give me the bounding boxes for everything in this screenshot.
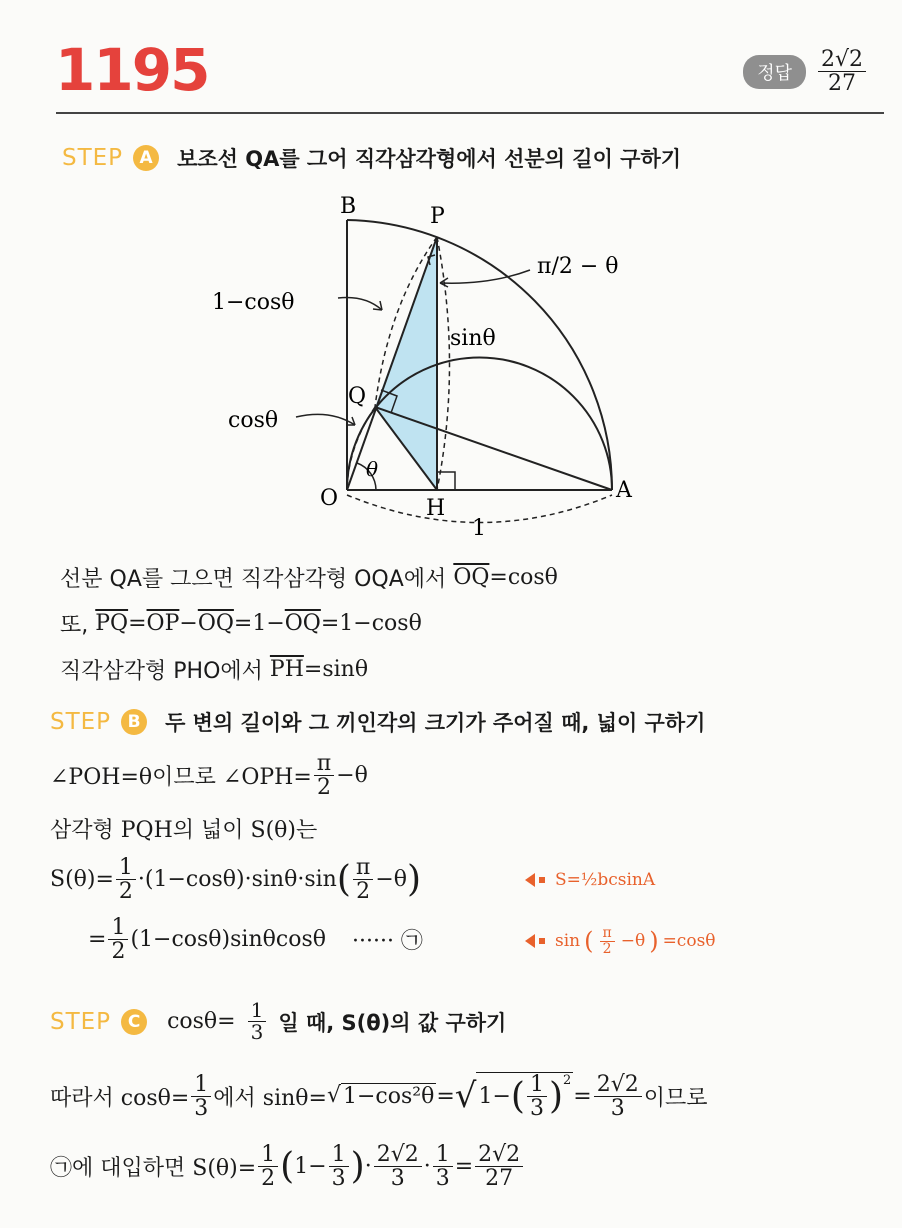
denominator: 3 [610,1095,625,1121]
line-text: ㉠에 대입하면 S(θ)= [50,1156,257,1182]
denominator: 2 [118,879,133,905]
paren-close: ) [548,1075,563,1117]
numerator: π [600,926,615,942]
label-p: P [430,204,445,229]
fraction [116,856,136,903]
line-text: 따라서 cosθ= [50,1085,190,1111]
hint-text: =cosθ [662,931,716,952]
line-text: 선분 QA를 그으면 직각삼각형 OQA에서 [60,567,447,592]
right-angle-h [437,472,455,490]
line-math: = [573,1083,592,1109]
hint-text: sin [555,931,581,952]
fraction [248,1000,267,1043]
paren-open: ( [510,1075,525,1117]
line-math: 1− [478,1084,511,1110]
step-a-title: 보조선 QA를 그어 직각삼각형에서 선분의 길이 구하기 [177,147,682,171]
denominator: 3 [250,1020,264,1044]
answer-box [743,48,868,95]
step-b-title: 두 변의 길이와 그 끼인각의 크기가 주어질 때, 넓이 구하기 [165,711,706,735]
label-angle-p: π/2 − θ [537,254,619,279]
line-math: =1−cosθ [320,611,422,636]
fraction [314,752,334,799]
line-prefix: 또, [60,613,89,638]
line-math: = [88,927,107,953]
numerator: 1 [433,1143,453,1167]
numerator: 1 [248,1000,267,1022]
step-b-line-3 [50,856,421,903]
fraction [329,1143,349,1190]
step-letter-c: C [121,1009,147,1035]
fraction [433,1143,453,1190]
step-c-title: 일 때, S(θ)의 값 구하기 [278,1010,507,1035]
arrow-left-icon [525,934,535,948]
line-text: 직각삼각형 PHO에서 [60,659,263,684]
denominator: 3 [331,1166,346,1192]
fraction [258,1143,278,1190]
radicand: 1−cos²θ [343,1084,435,1110]
label-h: H [426,496,446,521]
label-one-minus-cos: 1−cosθ [212,290,295,315]
fraction [594,1073,642,1120]
step-c-line-1 [50,1072,708,1120]
line-math: (1−cosθ)sinθcosθ [130,927,326,953]
step-c-heading [50,1000,506,1043]
denominator: 3 [529,1096,544,1122]
label-one: 1 [472,516,486,541]
numerator: 1 [191,1073,211,1097]
line-math: = [436,1083,455,1109]
line-text: 이므로 [643,1085,708,1111]
numerator: 2√2 [594,1073,642,1097]
numerator: π [314,752,334,776]
square-root: √ 1−cos²θ [326,1083,435,1110]
label-cos: cosθ [228,408,279,433]
step-a-heading [62,143,681,173]
denominator: 2 [111,939,126,965]
line-math: S(θ)= [50,867,114,893]
segment-oq-label: $\overline{OQ}$ [284,611,321,636]
fraction [108,916,128,963]
hint-area-formula [525,870,655,890]
header-divider [56,112,884,114]
step-letter-a: A [133,145,159,171]
line-math: =1− [233,611,285,636]
fraction [600,926,615,956]
denominator: 3 [390,1166,405,1192]
line-text: 에서 sinθ= [213,1085,327,1111]
fraction [527,1073,547,1120]
denominator: 2 [356,879,371,905]
label-theta: θ [366,457,379,481]
paren-close: ) [649,927,659,956]
label-a: A [616,478,632,503]
denominator: 2 [317,775,332,801]
paren-close: ) [407,858,422,900]
numerator: π [353,856,373,880]
answer-denominator: 27 [827,71,856,97]
numerator: 2√2 [475,1143,523,1167]
step-a-line-3 [60,654,368,685]
line-math: = [128,611,147,636]
answer-numerator: 2√2 [818,48,866,72]
hint-text: −θ [620,931,646,952]
step-c-title-math: cosθ= [167,1009,236,1034]
line-math: −θ [375,867,408,893]
numerator: 1 [116,856,136,880]
denominator: 3 [435,1166,450,1192]
line-math: =sinθ [303,657,369,682]
triangle-pqh-fill [375,237,437,490]
line-math: · [364,1154,372,1180]
segment-op-label: $\overline{OP}$ [146,611,180,636]
step-b-heading [50,707,705,737]
step-b-line-1 [50,752,368,799]
hint-text: S=½bcsinA [555,870,656,890]
geometry-figure [200,185,670,545]
paren-open: ( [336,858,351,900]
step-b-line-2: 삼각형 PQH의 넓이 S(θ)는 [50,818,318,843]
line-math: 1− [294,1154,327,1180]
pointer-one-minus-cos [338,298,382,311]
numerator: 1 [258,1143,278,1167]
step-word: STEP [50,1008,112,1035]
label-b: B [340,194,357,219]
line-text: ∠POH=θ이므로 ∠OPH= [50,765,312,791]
denominator: 2 [602,940,612,957]
fraction [191,1073,211,1120]
label-o: O [320,486,339,511]
denominator: 27 [485,1166,514,1192]
paren-close: ) [350,1145,365,1187]
arrow-left-icon [525,873,535,887]
step-word: STEP [50,709,112,735]
denominator: 2 [261,1166,276,1192]
denominator: 3 [194,1095,209,1121]
step-a-line-2 [60,608,422,639]
exponent: 2 [563,1073,572,1088]
line-math: · [423,1154,431,1180]
hint-cofunction [525,926,716,956]
segment-oq-label: $\overline{OQ}$ [453,565,490,590]
numerator: 2√2 [374,1143,422,1167]
step-letter-b: B [121,709,147,735]
label-sin: sinθ [450,326,496,351]
step-b-line-4 [88,916,423,963]
paren-open: ( [584,927,594,956]
segment-pq-label: $\overline{PQ}$ [95,611,129,636]
step-a-line-1 [60,562,558,593]
paren-open: ( [280,1145,295,1187]
line-math: = [454,1154,474,1180]
numerator: 1 [527,1073,547,1097]
step-c-line-2 [50,1143,525,1190]
pointer-angle-p [440,270,530,283]
line-math: ·(1−cosθ)·sinθ·sin [137,867,337,893]
problem-number: 1195 [55,36,209,104]
step-word: STEP [62,145,124,171]
square-root: √ 1− ( $\frac{1}{3}$ ) $^2$ [454,1072,572,1122]
numerator: 1 [108,916,128,940]
label-q: Q [348,384,367,409]
line-math: −θ [336,763,368,789]
line-math: =cosθ [489,565,558,590]
radicand [476,1072,573,1120]
fraction [353,856,373,903]
segment-oq-label: $\overline{OQ}$ [197,611,234,636]
numerator: 1 [329,1143,349,1167]
arrow-shaft [539,877,545,883]
equation-marker: ······ ㉠ [351,929,423,955]
line-math: − [179,611,198,636]
arrow-shaft [539,938,545,944]
fraction [475,1143,523,1190]
answer-label: 정답 [743,55,806,89]
segment-ph-label: $\overline{PH}$ [269,657,304,682]
answer-fraction [818,48,866,95]
fraction [374,1143,422,1190]
